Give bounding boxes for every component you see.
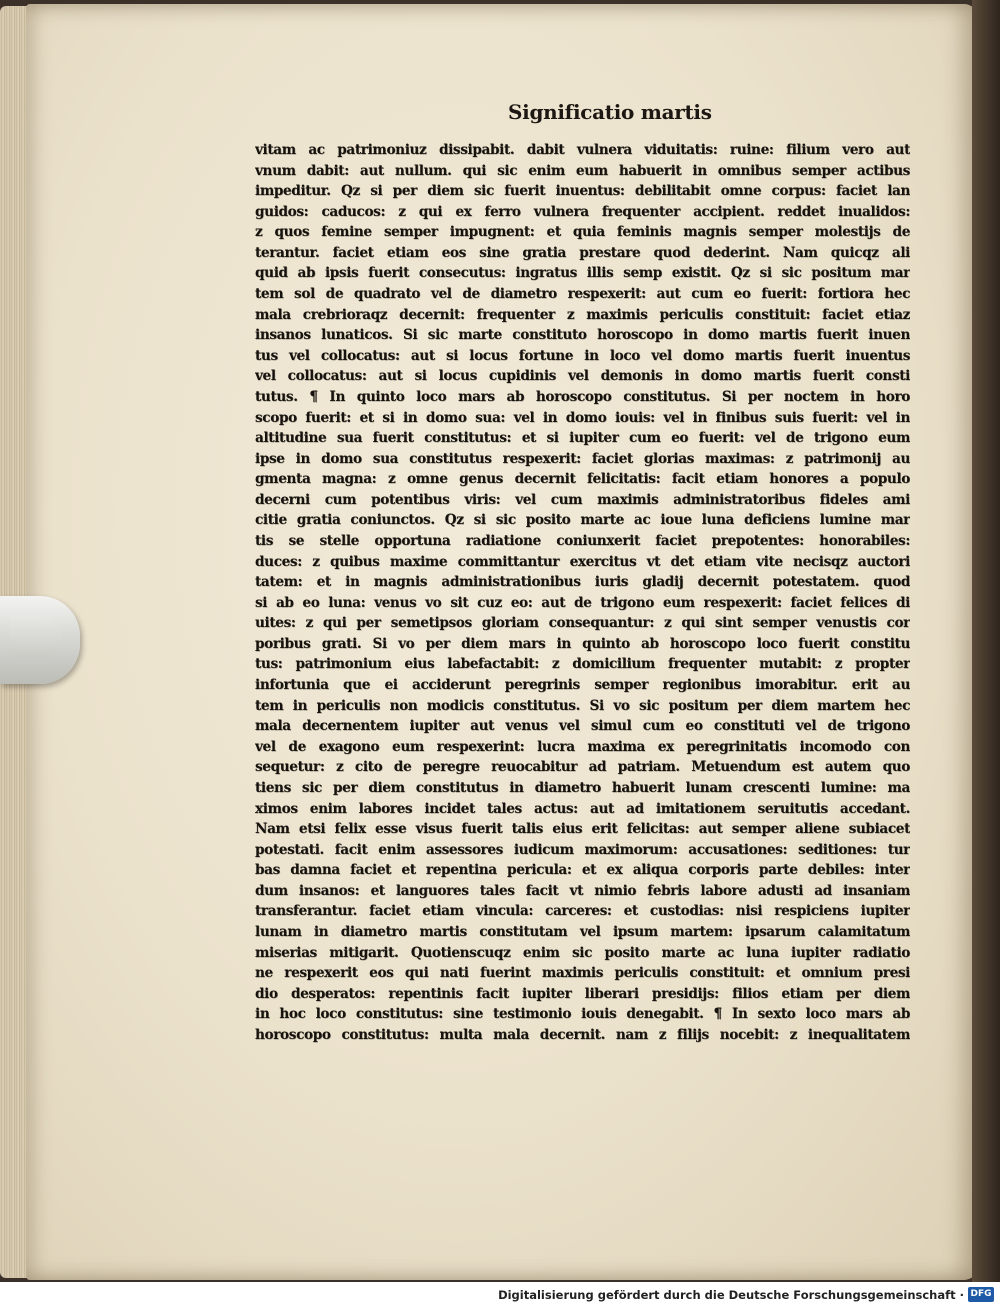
text-line: bas damna faciet et repentina pericula: et ex aliqua corporis parte debiles: inter bbox=[255, 862, 910, 879]
text-line: ipse in domo sua constitutus respexerit: faciet glorias maximas: z patrimonij au bbox=[255, 450, 910, 467]
facing-page-edge bbox=[972, 0, 1000, 1282]
text-line: transferantur. faciet etiam vincula: carceres: et custodias: nisi respiciens iupiter bbox=[255, 903, 910, 920]
text-line: si ab eo luna: venus vo sit cuz eo: aut de trigono eum respexerit: faciet felices di bbox=[255, 594, 910, 611]
text-line: tus vel collocatus: aut si locus fortune in loco vel domo martis fuerit inuentus bbox=[255, 347, 910, 364]
text-line: dio desperatos: repentinis facit iupiter liberari presidijs: filios etiam per diem bbox=[255, 985, 910, 1002]
footer-credit: Digitalisierung gefördert durch die Deutsche Forschungsgemeinschaft · bbox=[498, 1288, 964, 1302]
page-clip bbox=[0, 596, 80, 684]
text-line: in hoc loco constitutus: sine testimonio iouis denegabit. ¶ In sexto loco mars ab bbox=[255, 1006, 910, 1023]
text-line: vel de exagono eum respexerint: lucra maxima ex peregrinitatis incomodo con bbox=[255, 738, 910, 755]
text-line: sequetur: z cito de peregre reuocabitur ad patriam. Metuendum est autem quo bbox=[255, 759, 910, 776]
text-line: vnum dabit: aut nullum. qui sic enim eum habuerit in omnibus semper actibus bbox=[255, 162, 910, 179]
text-line: tem in periculis non modicis constitutus. Si vo sic positum per diem martem hec bbox=[255, 697, 910, 714]
text-line: vel collocatus: aut si locus cupidinis vel demonis in domo martis fuerit consti bbox=[255, 368, 910, 385]
text-line: ne respexerit eos qui nati fuerint maximis periculis constituit: et omnium presi bbox=[255, 965, 910, 982]
text-line: quid ab ipsis fuerit consecutus: ingratus illis semp existit. Qz si sic positum mar bbox=[255, 265, 910, 282]
text-line: mala decernentem iupiter aut venus vel simul cum eo constituti vel de trigono bbox=[255, 718, 910, 735]
text-line: decerni cum potentibus viris: vel cum maximis administratoribus fideles ami bbox=[255, 491, 910, 508]
text-line: poribus grati. Si vo per diem mars in quinto ab horoscopo loco fuerit constitu bbox=[255, 635, 910, 652]
text-line: vitam ac patrimoniuz dissipabit. dabit vulnera viduitatis: ruine: filium vero aut bbox=[255, 142, 910, 158]
text-line: scopo fuerit: et si in domo sua: vel in domo iouis: vel in finibus suis fuerit: vel in bbox=[255, 409, 910, 426]
text-line: horoscopo constitutus: multa mala decernit. nam z filijs nocebit: z inequalitatem bbox=[255, 1026, 910, 1043]
text-line: potestati. facit enim assessores iudicum maximorum: accusationes: seditiones: tur bbox=[255, 841, 910, 858]
running-head: Significatio martis bbox=[508, 100, 712, 124]
text-line: tem sol de quadrato vel de diametro respexerit: aut cum eo fuerit: fortiora hec bbox=[255, 286, 910, 303]
text-line: tutus. ¶ In quinto loco mars ab horoscopo constitutus. Si per noctem in horo bbox=[255, 388, 910, 405]
text-line: tis se stelle opportuna radiatione coniunxerit faciet prepotentes: honorabiles: bbox=[255, 532, 910, 549]
text-line: Nam etsi felix esse visus fuerit talis eius erit felicitas: aut semper aliene subiacet bbox=[255, 821, 910, 838]
text-line: uites: z qui per semetipsos gloriam consequantur: z qui sint semper venustis cor bbox=[255, 615, 910, 632]
text-line: z quos femine semper impugnent: et quia feminis magnis semper molestijs de bbox=[255, 224, 910, 241]
body-text bbox=[255, 140, 910, 1043]
text-line: dum insanos: et languores tales facit vt nimio febris labore adusti ad insaniam bbox=[255, 882, 910, 899]
text-line: lunam in diametro martis constitutam vel ipsum martem: ipsarum calamitatum bbox=[255, 923, 910, 940]
text-line: altitudine sua fuerit constitutus: et si iupiter cum eo fuerit: vel de trigono eum bbox=[255, 430, 910, 447]
text-line: tiens sic per diem constitutus in diametro habuerit lunam crescenti lumine: ma bbox=[255, 779, 910, 796]
text-line: tus: patrimonium eius labefactabit: z domicilium frequenter mutabit: z propter bbox=[255, 656, 910, 673]
text-line: gmenta magna: z omne genus decernit felicitatis: facit etiam honores a populo bbox=[255, 471, 910, 488]
footer-bar bbox=[0, 1282, 1000, 1309]
text-line: terantur. faciet etiam eos sine gratia prestare quod dederint. Nam quicqz ali bbox=[255, 244, 910, 261]
text-line: tatem: et in magnis administrationibus iuris gladij decernit potestatem. quod bbox=[255, 574, 910, 591]
text-line: infortunia que ei acciderunt peregrinis semper regionibus imorabitur. erit au bbox=[255, 677, 910, 694]
text-line: ximos enim labores incidet tales actus: aut ad imitationem seruitutis accedant. bbox=[255, 800, 910, 817]
text-line: citie gratia coniunctos. Qz si sic posito marte ac ioue luna deficiens lumine mar bbox=[255, 512, 910, 529]
dfg-logo: DFG bbox=[968, 1287, 994, 1302]
page-clip-highlight bbox=[10, 616, 62, 660]
text-line: duces: z quibus maxime committantur exercitus vt det etiam vite necisqz auctori bbox=[255, 553, 910, 570]
text-line: mala crebrioraqz decernit: frequenter z maximis periculis constituit: faciet etiaz bbox=[255, 306, 910, 323]
text-line: guidos: caducos: z qui ex ferro vulnera frequenter accipient. reddet inualidos: bbox=[255, 203, 910, 220]
text-line: insanos lunaticos. Si sic marte constituto horoscopo in domo martis fuerit inuen bbox=[255, 327, 910, 344]
text-line: miserias mitigarit. Quotienscuqz enim sic posito marte ac luna iupiter radiatio bbox=[255, 944, 910, 961]
text-line: impeditur. Qz si per diem sic fuerit inuentus: debilitabit omne corpus: faciet lan bbox=[255, 183, 910, 200]
